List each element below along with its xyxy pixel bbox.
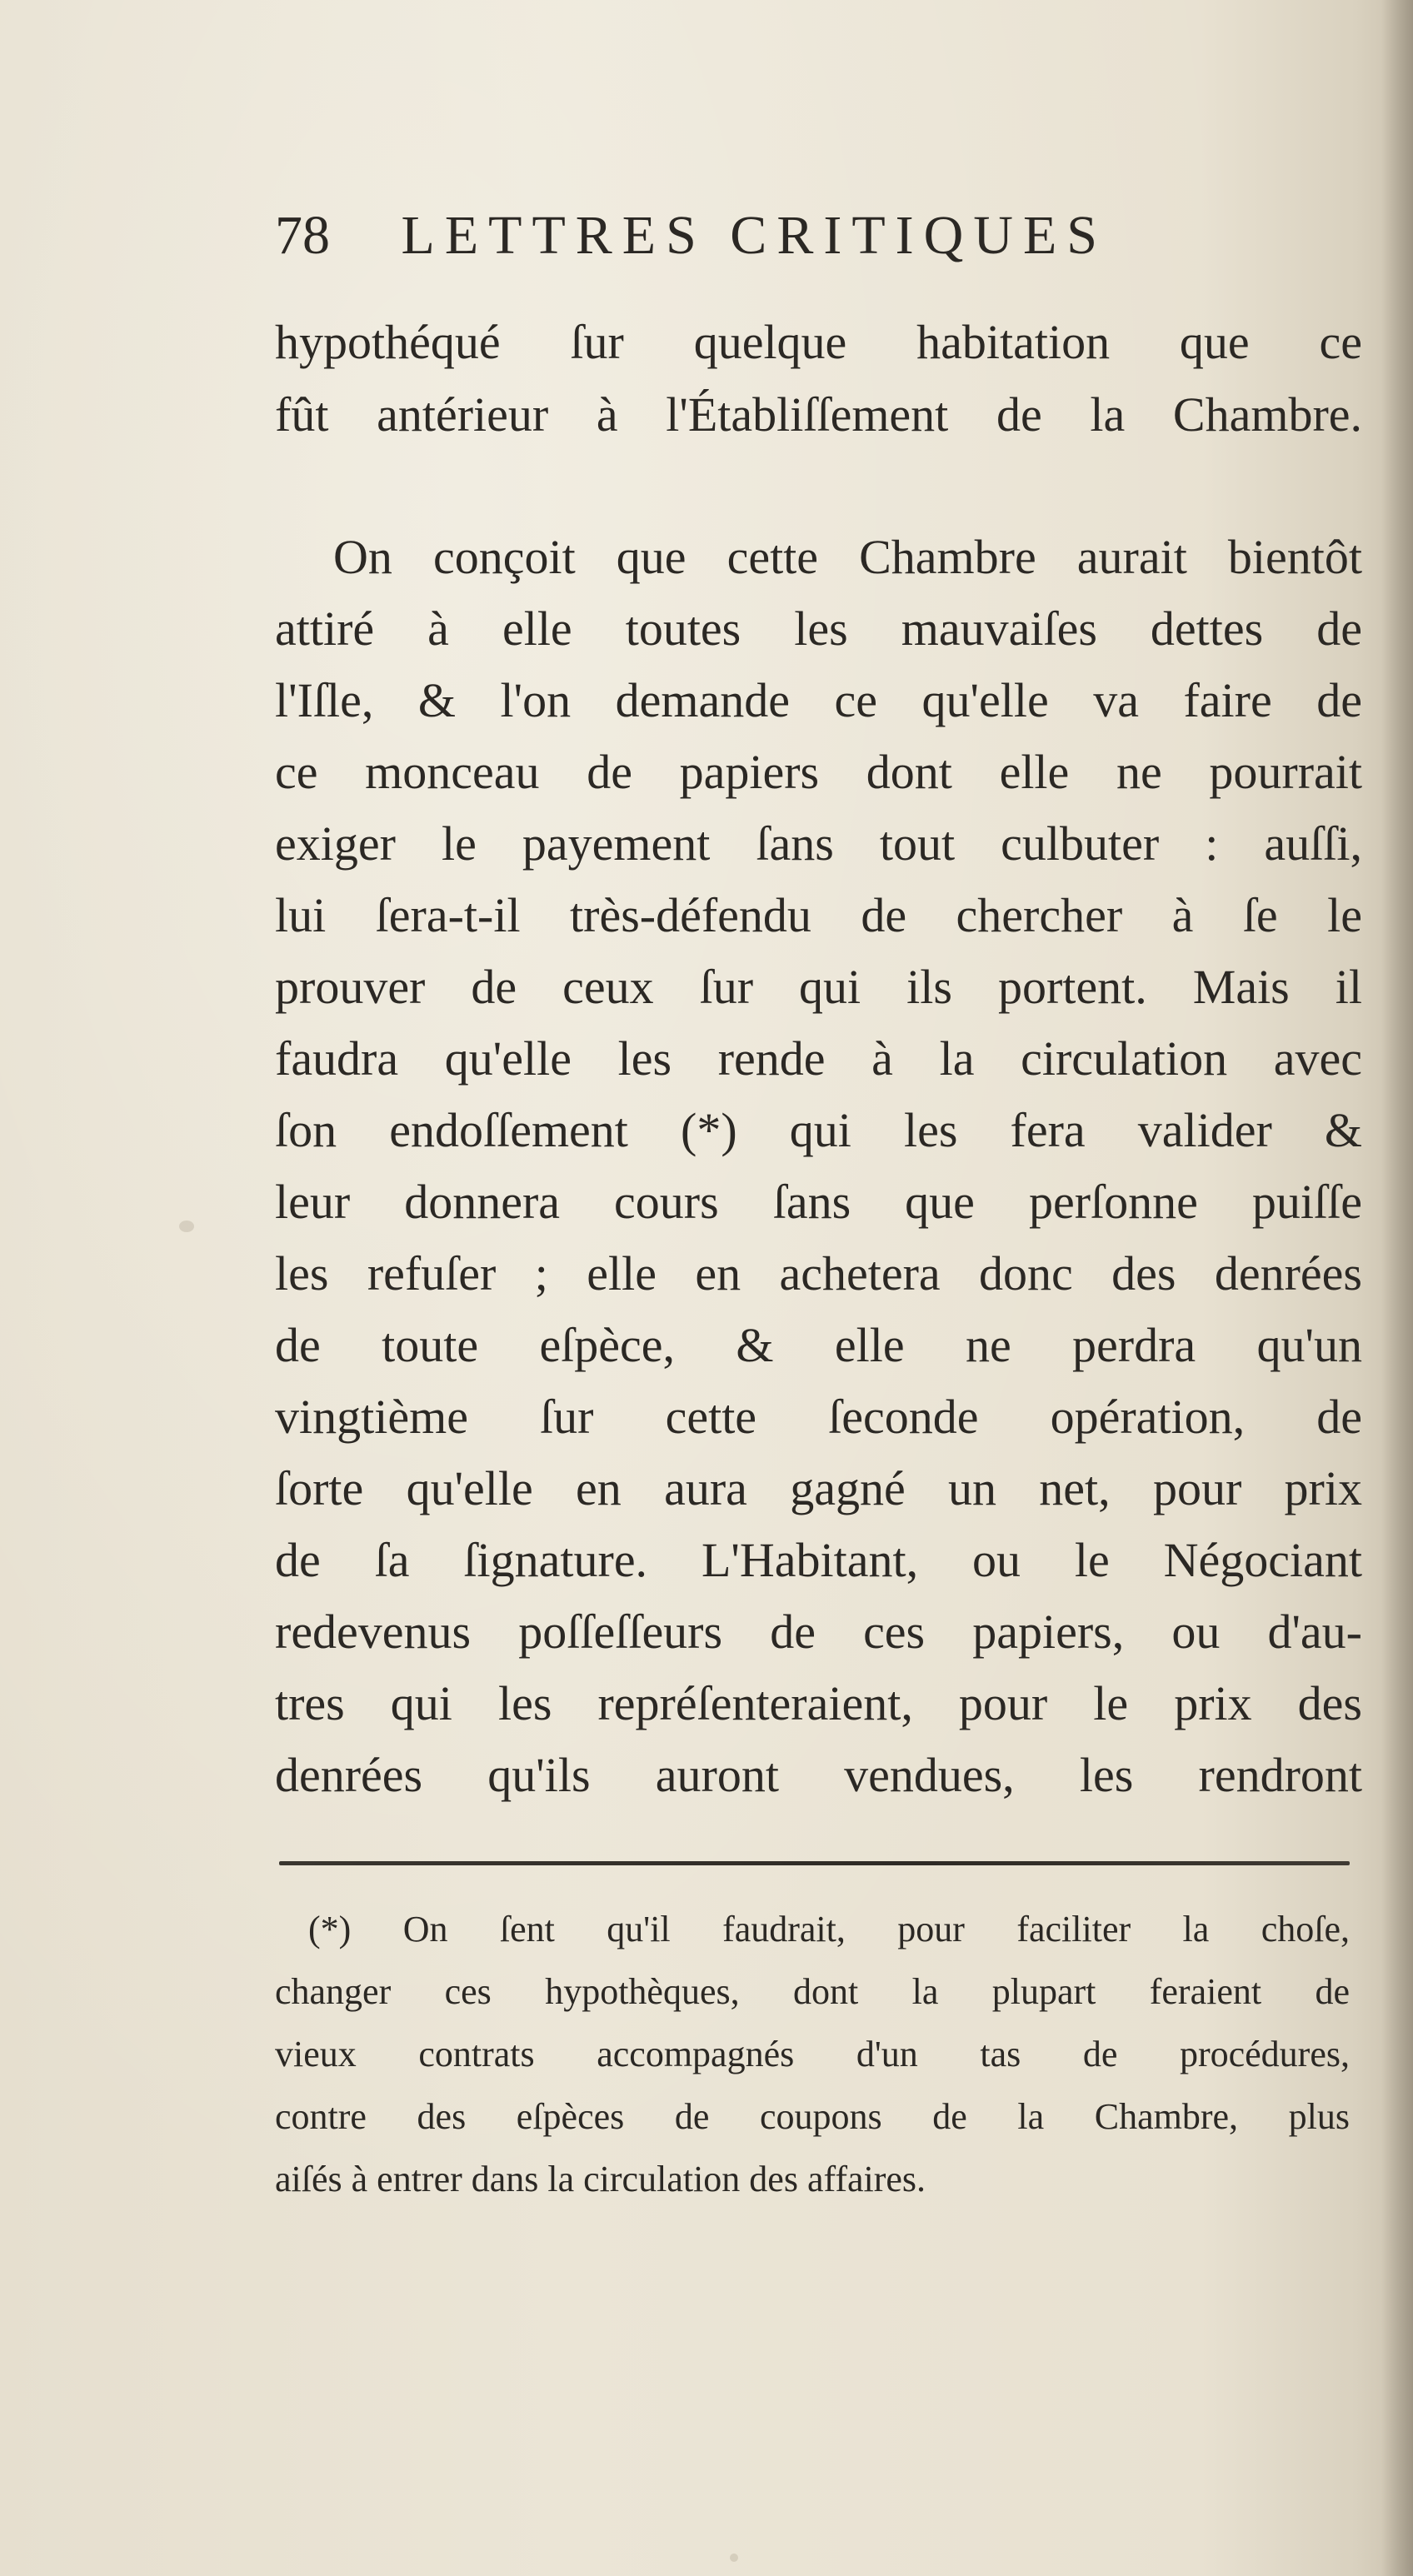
body-line: lui ſera-t-il très-défendu de chercher à ſe le [275,888,1362,942]
footnote-line: aiſés à entrer dans la circulation des affaires. [275,2159,926,2199]
body-line: l'Iſle, & l'on demande ce qu'elle va faire de [275,673,1362,727]
body-line: redevenus poſſeſſeurs de ces papiers, ou d'au- [275,1605,1362,1659]
paper-stain [730,2554,738,2562]
footnote-line: (*) On ſent qu'il faudrait, pour faciliter la choſe, [308,1909,1350,1949]
page-number: 78 [275,205,330,266]
body-line: exiger le payement ſans tout culbuter : auſſi, [275,816,1362,871]
body-line: faudra qu'elle les rende à la circulation avec [275,1031,1362,1086]
body-line: prouver de ceux ſur qui ils portent. Mais il [275,960,1362,1014]
body-line: denrées qu'ils auront vendues, les rendront [275,1748,1362,1802]
footnote-line: contre des eſpèces de coupons de la Chambre, plus [275,2096,1350,2137]
footnote-rule [279,1861,1350,1865]
body-line: ſon endoſſement (*) qui les fera valider & [275,1103,1362,1157]
body-line: de toute eſpèce, & elle ne perdra qu'un [275,1318,1362,1372]
paragraph-first-line: On conçoit que cette Chambre aurait bientôt [333,530,1362,584]
body-line: attiré à elle toutes les mauvaiſes dettes de [275,602,1362,656]
body-line: tres qui les repréſenteraient, pour le prix des [275,1676,1362,1730]
body-line: de ſa ſignature. L'Habitant, ou le Négociant [275,1533,1362,1587]
body-line: les refuſer ; elle en achetera donc des denrées [275,1246,1362,1300]
body-line: hypothéqué ſur quelque habitation que ce [275,315,1362,369]
body-line: ce monceau de papiers dont elle ne pourrait [275,745,1362,799]
running-head [275,198,1316,273]
paper-stain [179,1221,194,1232]
page-edge-shadow [1381,0,1413,2576]
body-line: vingtième ſur cette ſeconde opération, de [275,1390,1362,1444]
body-line: ſorte qu'elle en aura gagné un net, pour prix [275,1461,1362,1515]
footnote-line: changer ces hypothèques, dont la plupart feraient de [275,1971,1350,2012]
running-title: LETTRES CRITIQUES [401,205,1107,266]
body-line: fût antérieur à l'Établiſſement de la Chambre. [275,387,1362,442]
body-line: leur donnera cours ſans que perſonne puiſſe [275,1175,1362,1229]
footnote-line: vieux contrats accompagnés d'un tas de procédures, [275,2034,1350,2074]
